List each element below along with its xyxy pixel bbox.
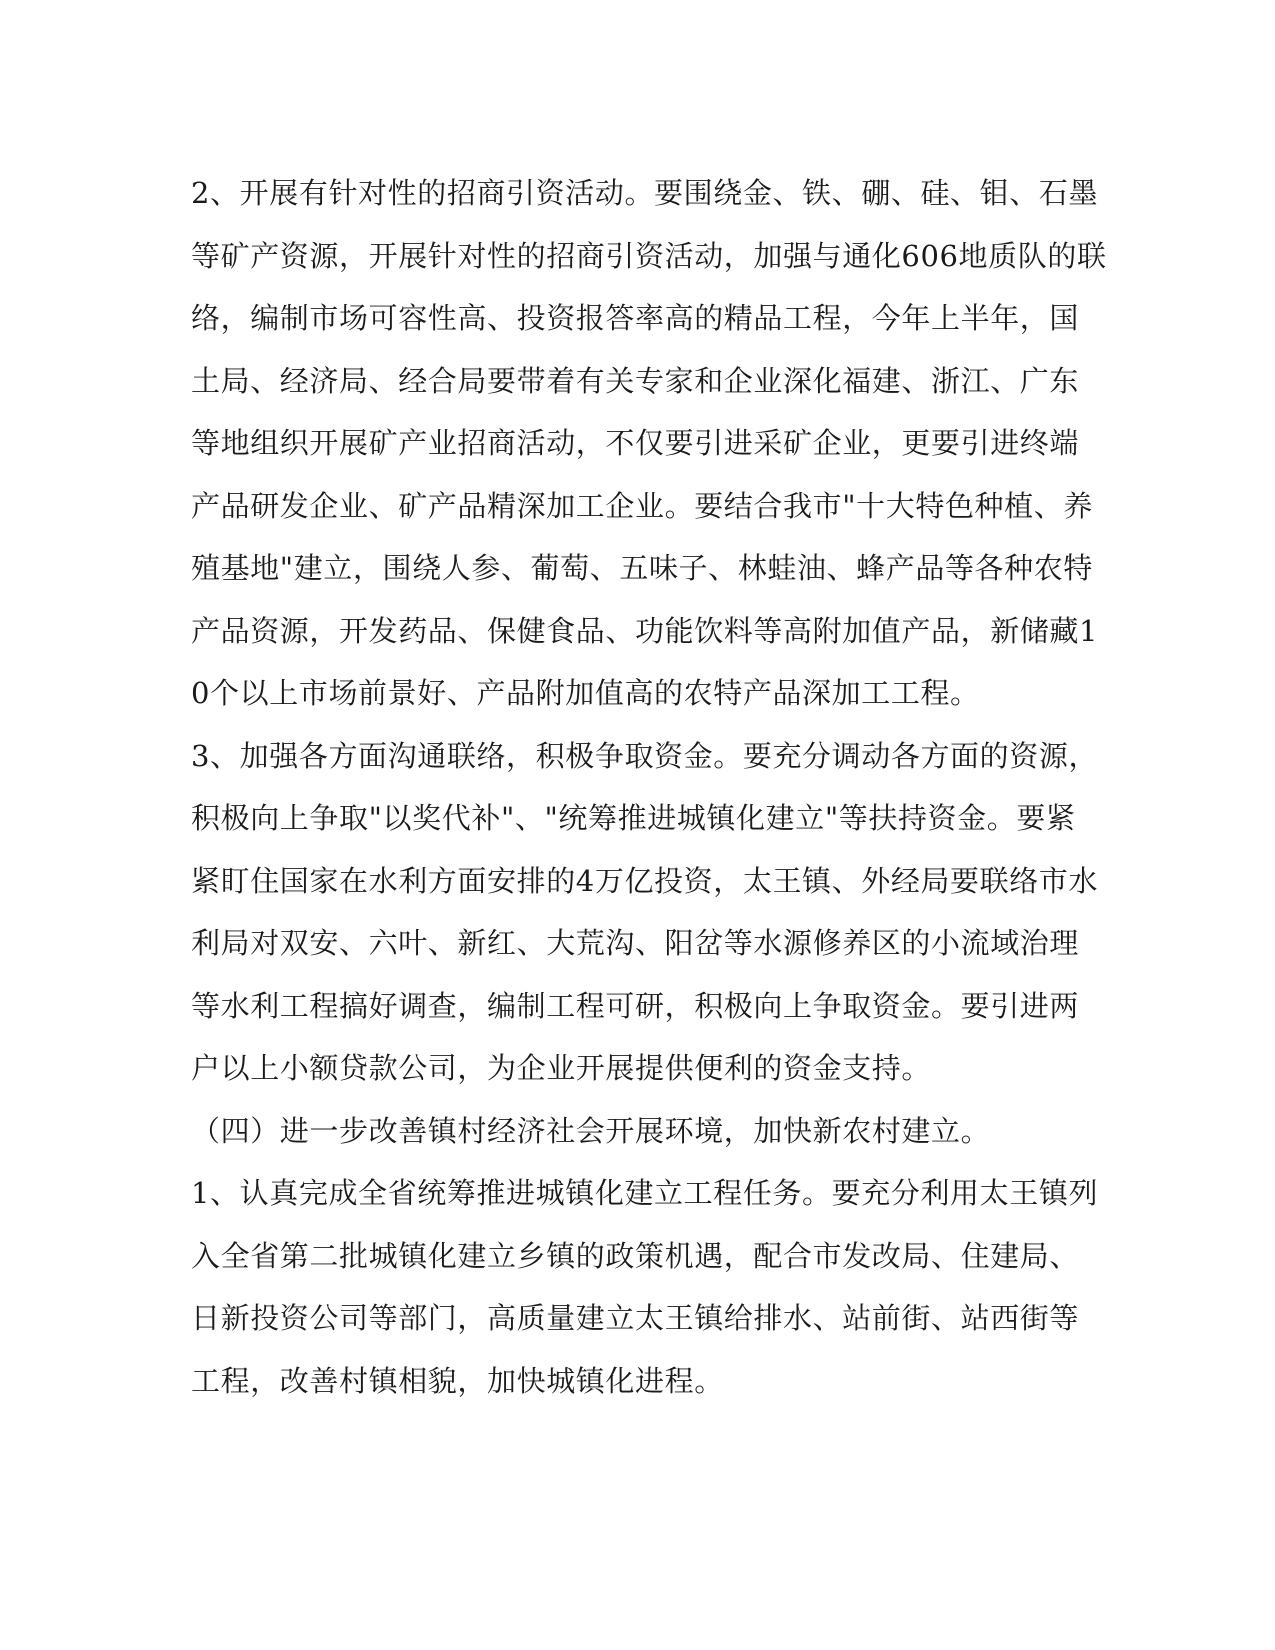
text-line: 殖基地"建立，围绕人参、葡萄、五味子、林蛙油、蜂产品等各种农特 (191, 551, 1093, 585)
text-line: 等地组织开展矿产业招商活动，不仅要引进采矿企业，更要引进终端 (191, 426, 1080, 460)
text-line: 等水利工程搞好调查，编制工程可研，积极向上争取资金。要引进两 (191, 988, 1080, 1023)
text-line: 积极向上争取"以奖代补"、"统筹推进城镇化建立"等扶持资金。要紧 (191, 801, 1076, 835)
text-line: 土局、经济局、经合局要带着有关专家和企业深化福建、浙江、广东 (191, 363, 1080, 398)
text-line: 工程，改善村镇相貌，加快城镇化进程。 (191, 1363, 724, 1398)
text-line: 2、开展有针对性的招商引资活动。要围绕金、铁、硼、硅、钼、石墨 (191, 176, 1099, 210)
text-line: 1、认真完成全省统筹推进城镇化建立工程任务。要充分利用太王镇列 (191, 1176, 1099, 1210)
text-line: 0个以上市场前景好、产品附加值高的农特产品深加工工程。 (191, 676, 980, 710)
body-text (191, 162, 1107, 1412)
text-line: 利局对双安、六叶、新红、大荒沟、阳岔等水源修养区的小流域治理 (191, 926, 1080, 960)
text-line: 等矿产资源，开展针对性的招商引资活动，加强与通化606地质队的联 (191, 238, 1107, 273)
text-line: 紧盯住国家在水利方面安排的4万亿投资，太王镇、外经局要联络市水 (191, 863, 1099, 898)
text-line: 入全省第二批城镇化建立乡镇的政策机遇，配合市发改局、住建局、 (191, 1238, 1080, 1273)
text-line: （四）进一步改善镇村经济社会开展环境，加快新农村建立。 (191, 1113, 991, 1148)
text-line: 3、加强各方面沟通联络，积极争取资金。要充分调动各方面的资源， (191, 738, 1099, 773)
text-line: 日新投资公司等部门，高质量建立太王镇给排水、站前街、站西街等 (191, 1301, 1080, 1335)
text-line: 络，编制市场可容性高、投资报答率高的精品工程，今年上半年，国 (191, 301, 1080, 335)
text-line: 产品资源，开发药品、保健食品、功能饮料等高附加值产品，新储藏1 (191, 613, 1099, 648)
text-line: 产品研发企业、矿产品精深加工企业。要结合我市"十大特色种植、养 (191, 488, 1093, 523)
text-line: 户以上小额贷款公司，为企业开展提供便利的资金支持。 (191, 1051, 932, 1085)
